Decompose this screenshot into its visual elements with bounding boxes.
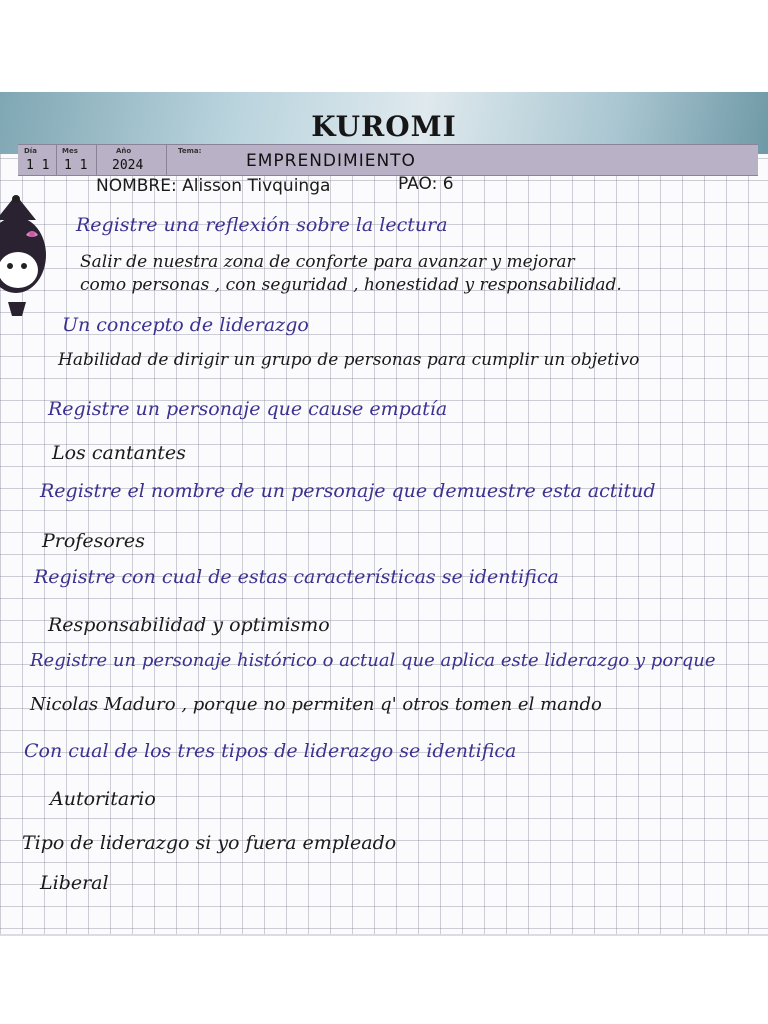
question-8: Tipo de liderazgo si yo fuera empleado <box>22 832 397 854</box>
answer-4: Profesores <box>42 530 145 552</box>
meta-mes <box>56 145 97 175</box>
answer-2: Habilidad de dirigir un grupo de personas para cumplir un objetivo <box>58 350 640 370</box>
notebook-page <box>0 92 768 934</box>
answer-7: Autoritario <box>50 788 156 810</box>
answer-1-line-1: Salir de nuestra zona de conforte para avanzar y mejorar <box>80 252 575 272</box>
meta-mes-value: 1 1 <box>64 158 88 173</box>
question-7: Con cual de los tres tipos de liderazgo se identifica <box>24 740 517 762</box>
meta-dia-value: 1 1 <box>26 158 50 173</box>
meta-anio-label: Año <box>116 147 132 155</box>
answer-1-line-2: como personas , con seguridad , honestidad y responsabilidad. <box>80 275 622 295</box>
meta-anio-value: 2024 <box>112 158 144 173</box>
meta-dia <box>18 145 57 175</box>
meta-tema-label: Tema: <box>178 147 202 155</box>
question-5: Registre con cual de estas características se identifica <box>34 566 559 588</box>
answer-8: Liberal <box>40 872 109 894</box>
page-bottom-edge <box>0 934 768 936</box>
kuromi-sticker-icon <box>0 190 46 320</box>
meta-dia-label: Día <box>24 147 37 155</box>
answer-3: Los cantantes <box>52 442 186 464</box>
question-6: Registre un personaje histórico o actual que aplica este liderazgo y porque <box>30 650 716 671</box>
brand-title: KUROMI <box>311 110 457 143</box>
answer-5: Responsabilidad y optimismo <box>48 614 330 636</box>
question-4: Registre el nombre de un personaje que demuestre esta actitud <box>40 480 656 502</box>
question-2: Un concepto de liderazgo <box>62 314 309 336</box>
meta-anio <box>96 145 167 175</box>
student-name: NOMBRE: Alisson Tivquinga <box>96 176 331 196</box>
question-3: Registre un personaje que cause empatía <box>48 398 448 420</box>
answer-6: Nicolas Maduro , porque no permiten q' otros tomen el mando <box>30 694 602 715</box>
tema-value: EMPRENDIMIENTO <box>246 151 416 171</box>
meta-mes-label: Mes <box>62 147 78 155</box>
student-pao: PAO: 6 <box>398 174 454 194</box>
question-1: Registre una reflexión sobre la lectura <box>76 214 448 236</box>
meta-bar <box>18 144 758 176</box>
